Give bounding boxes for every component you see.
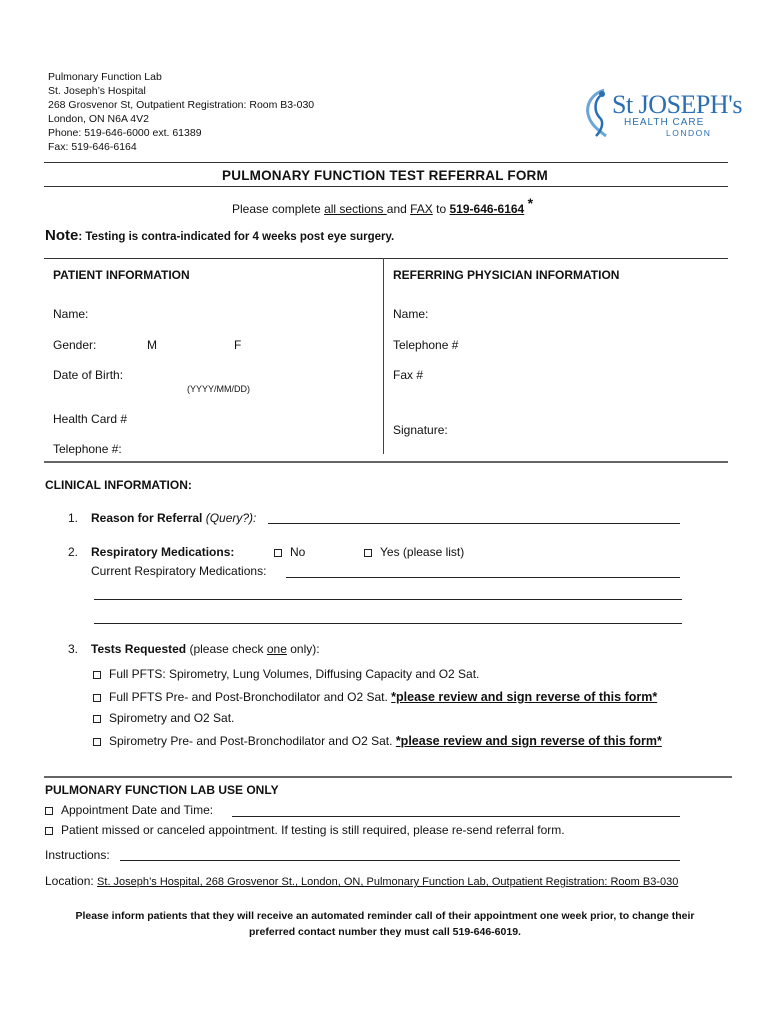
patient-telephone-label: Telephone #: — [53, 442, 122, 456]
q3-number: 3. — [68, 642, 79, 656]
instruction-to: to — [432, 202, 450, 216]
appointment-field[interactable] — [232, 816, 680, 817]
q1-hint: (Query?): — [202, 511, 257, 525]
location-value: St. Joseph’s Hospital, 268 Grosvenor St., London, ON, Pulmonary Function Lab, Outpatient Registration: Room B3-030 — [97, 876, 679, 888]
medications-no-checkbox[interactable] — [274, 549, 282, 557]
info-box-divider — [383, 258, 384, 454]
appointment-option[interactable] — [45, 803, 213, 817]
footer-line-1: Please inform patients that they will receive an automated reminder call of their appointment one week prior, to change their — [75, 910, 695, 922]
test-label: Full PFTS Pre- and Post-Bronchodilator and O2 Sat. — [109, 690, 392, 704]
test-review-note: *please review and sign reverse of this form* — [395, 734, 662, 748]
info-box-top — [44, 258, 728, 259]
q3-label — [91, 642, 320, 656]
form-title: PULMONARY FUNCTION TEST REFERRAL FORM — [222, 168, 548, 183]
physician-signature-label: Signature: — [393, 423, 448, 437]
lab-heading: PULMONARY FUNCTION LAB USE ONLY — [45, 783, 279, 797]
title-rule-top — [44, 162, 728, 163]
instruction-and: and — [386, 202, 411, 216]
note-label: Note — [45, 227, 79, 244]
logo-london: LONDON — [666, 128, 712, 138]
title-rule-bottom — [44, 186, 728, 187]
missed-appointment-label: Patient missed or canceled appointment. If testing is still required, please re-send referral form. — [61, 823, 565, 837]
location-line — [45, 874, 678, 888]
test-option-spirometry[interactable] — [93, 711, 234, 725]
note-text: : Testing is contra-indicated for 4 weeks post eye surgery. — [78, 231, 395, 243]
location-label: Location: — [45, 874, 98, 888]
logo-figure-icon — [582, 86, 616, 140]
physician-fax-label: Fax # — [393, 368, 424, 382]
medications-yes-label: Yes (please list) — [380, 545, 465, 559]
note-line — [45, 227, 394, 244]
q2-label: Respiratory Medications: — [91, 545, 235, 559]
test-option-spirometry-bronchodilator[interactable] — [93, 734, 662, 748]
q3-hint-a: (please check — [186, 642, 267, 656]
test-checkbox[interactable] — [93, 671, 101, 679]
gender-option-f[interactable]: F — [234, 338, 242, 352]
test-option-full-pfts-bronchodilator[interactable] — [93, 690, 657, 704]
hospital-name: St. Joseph’s Hospital — [48, 85, 146, 97]
physician-heading: REFERRING PHYSICIAN INFORMATION — [393, 268, 620, 282]
lab-section-rule — [44, 776, 732, 778]
footer-line-2: preferred contact number they must call 519-646-6019. — [249, 926, 521, 938]
info-box-bottom — [44, 461, 728, 463]
instruction-all-sections: all sections — [324, 202, 387, 216]
instruction-star: * — [527, 195, 534, 211]
logo-wordmark: St JOSEPH's — [612, 90, 742, 119]
medications-line-2[interactable] — [94, 599, 682, 600]
instruction-fax: FAX — [410, 202, 433, 216]
st-josephs-logo — [582, 86, 742, 140]
missed-appointment-option[interactable] — [45, 823, 565, 837]
current-medications-field[interactable] — [286, 577, 680, 578]
address-street: 268 Grosvenor St, Outpatient Registration: Room B3-030 — [48, 99, 315, 111]
q2-number: 2. — [68, 545, 79, 559]
physician-telephone-label: Telephone # — [393, 338, 459, 352]
medications-line-3[interactable] — [94, 623, 682, 624]
medications-no-label: No — [290, 545, 306, 559]
q1-number: 1. — [68, 511, 79, 525]
test-checkbox[interactable] — [93, 738, 101, 746]
address-city: London, ON N6A 4V2 — [48, 113, 149, 125]
q3-hint-b: only): — [286, 642, 320, 656]
lab-name: Pulmonary Function Lab — [48, 71, 162, 83]
missed-appointment-checkbox[interactable] — [45, 827, 53, 835]
logo-health-care: HEALTH CARE — [624, 117, 705, 128]
current-medications-label: Current Respiratory Medications: — [91, 564, 267, 578]
instruction-prefix: Please complete — [232, 202, 325, 216]
instruction-fax-number: 519-646-6164 — [449, 202, 525, 216]
instructions-label: Instructions: — [45, 848, 110, 862]
reason-for-referral-field[interactable] — [268, 523, 680, 524]
physician-name-label: Name: — [393, 307, 429, 321]
test-option-full-pfts[interactable] — [93, 667, 479, 681]
instructions-field[interactable] — [120, 860, 680, 861]
dob-format-hint: (YYYY/MM/DD) — [187, 384, 250, 394]
appointment-label: Appointment Date and Time: — [61, 803, 214, 817]
q1-label-text: Reason for Referral — [91, 511, 203, 525]
test-checkbox[interactable] — [93, 694, 101, 702]
patient-gender-label: Gender: — [53, 338, 97, 352]
patient-health-card-label: Health Card # — [53, 412, 128, 426]
phone-number: Phone: 519-646-6000 ext. 61389 — [48, 127, 202, 139]
q3-hint-one: one — [266, 642, 287, 656]
q3-label-text: Tests Requested — [91, 642, 187, 656]
gender-option-m[interactable]: M — [147, 338, 157, 352]
clinical-heading: CLINICAL INFORMATION: — [45, 478, 192, 492]
medications-no-option[interactable] — [274, 545, 305, 559]
fax-number: Fax: 519-646-6164 — [48, 141, 137, 153]
medications-yes-option[interactable] — [364, 545, 464, 559]
patient-heading: PATIENT INFORMATION — [53, 268, 190, 282]
appointment-checkbox[interactable] — [45, 807, 53, 815]
patient-name-label: Name: — [53, 307, 89, 321]
test-label: Spirometry and O2 Sat. — [109, 711, 235, 725]
test-label: Full PFTS: Spirometry, Lung Volumes, Diffusing Capacity and O2 Sat. — [109, 667, 480, 681]
q1-label — [91, 511, 256, 525]
patient-dob-label: Date of Birth: — [53, 368, 124, 382]
test-label: Spirometry Pre- and Post-Bronchodilator and O2 Sat. — [109, 734, 396, 748]
medications-yes-checkbox[interactable] — [364, 549, 372, 557]
test-checkbox[interactable] — [93, 715, 101, 723]
test-review-note: *please review and sign reverse of this form* — [391, 690, 658, 704]
instruction-line — [232, 195, 534, 216]
